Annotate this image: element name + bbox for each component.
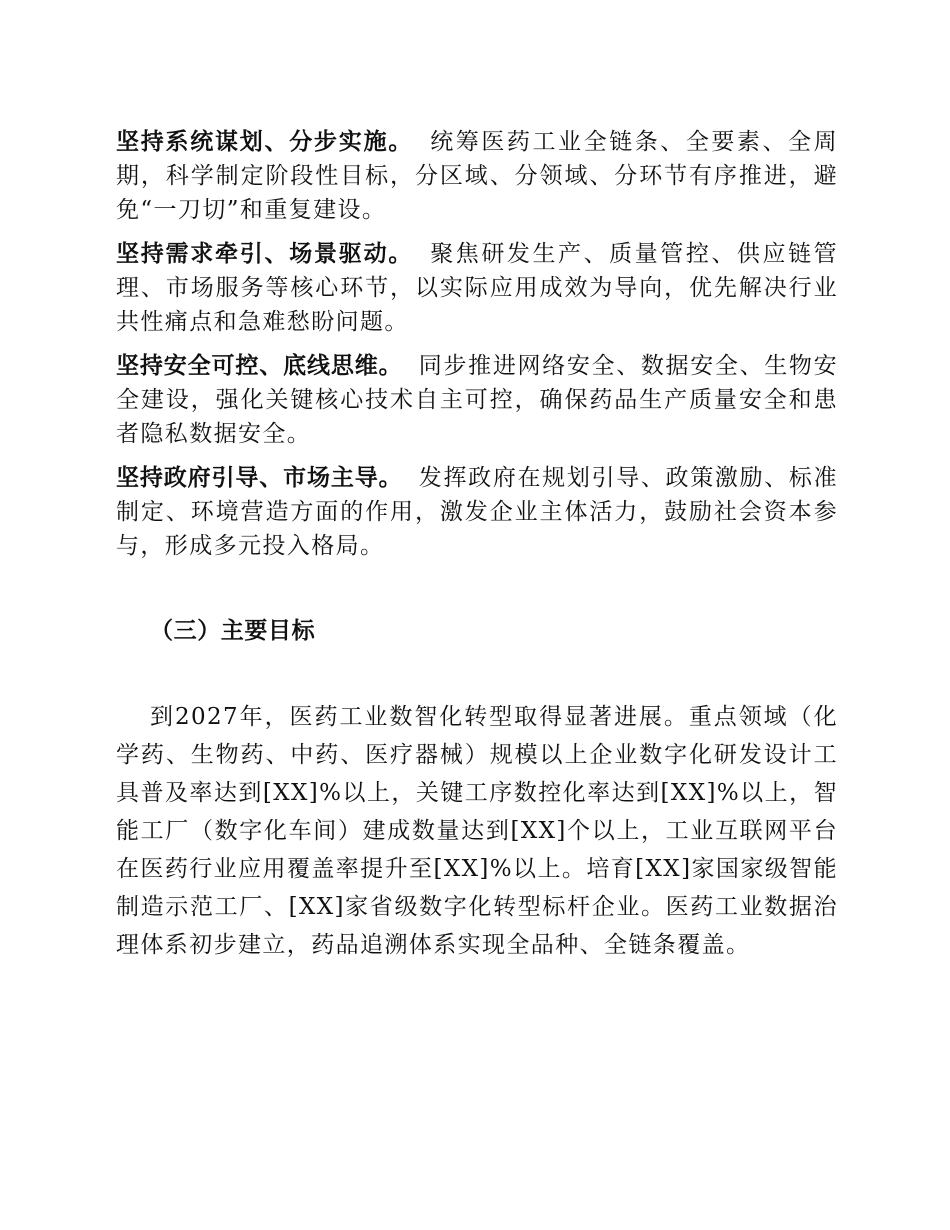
principle-text-1: 统筹医药工业全链条、全要素、全周期，科学制定阶段性目标，分区域、分领域、分环节有序推进，避免“一刀切”和重复建设。 <box>116 129 839 223</box>
principle-paragraph-1 <box>116 125 838 227</box>
principle-text-3: 同步推进网络安全、数据安全、生物安全建设，强化关键核心技术自主可控，确保药品生产质量安全和患者隐私数据安全。 <box>116 353 838 447</box>
goal-paragraph: 到2027年，医药工业数智化转型取得显著进展。重点领域（化学药、生物药、中药、医疗器械）规模以上企业数字化研发设计工具普及率达到[XX]%以上，关键工序数控化率达到[XX]%以上，智能工厂（数字化车间）建成数量达到[XX]个以上，工业互联网平台在医药行业应用覆盖率提升至[XX]%以上。培育[XX]家国家级智能制造示范工厂、[XX]家省级数字化转型标杆企业。医药工业数据治理体系初步建立，药品追溯体系实现全品种、全链条覆盖。 <box>116 704 838 958</box>
principle-text-4: 发挥政府在规划引导、政策激励、标准制定、环境营造方面的作用，激发企业主体活力，鼓励社会资本参与，形成多元投入格局。 <box>116 465 838 559</box>
principle-lead-2: 坚持需求牵引、场景驱动。 <box>116 241 414 267</box>
principle-lead-4: 坚持政府引导、市场主导。 <box>116 465 403 491</box>
principle-paragraph-2 <box>116 237 838 339</box>
principle-lead-3: 坚持安全可控、底线思维。 <box>116 353 403 379</box>
principle-paragraph-3 <box>116 349 838 451</box>
principle-lead-1: 坚持系统谋划、分步实施。 <box>116 129 414 155</box>
principle-text-2: 聚焦研发生产、质量管控、供应链管理、市场服务等核心环节，以实际应用成效为导向，优先解决行业共性痛点和急难愁盼问题。 <box>116 241 839 335</box>
principle-paragraph-4 <box>116 461 838 563</box>
section-heading: （三）主要目标 <box>150 618 316 644</box>
